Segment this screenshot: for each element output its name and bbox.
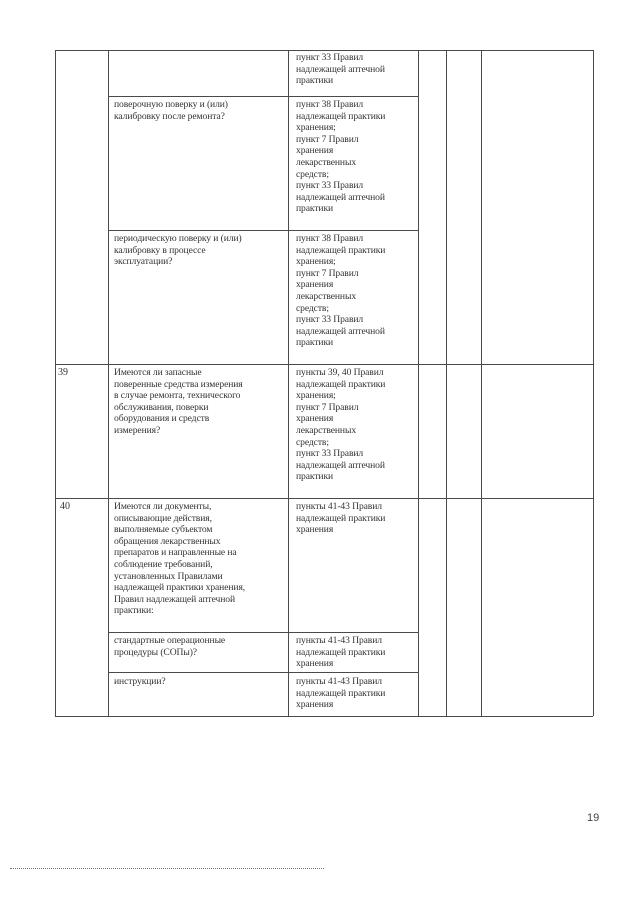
page-number: 19 <box>587 812 600 824</box>
table-rule <box>55 50 56 716</box>
row-question: Имеются ли запасные поверенные средства измерения в случае ремонта, технического обслуживания, поверки оборудования и средств измерения? <box>114 367 243 436</box>
table-rule <box>108 632 418 633</box>
table-rule <box>418 50 419 716</box>
table-rule <box>55 364 593 365</box>
table-rule <box>481 50 482 716</box>
table-rule <box>108 50 109 716</box>
row-reference: пункт 38 Правил надлежащей практики хранения; пункт 7 Правил хранения лекарственных средств; пункт 33 Правил надлежащей аптечной практики <box>296 233 386 349</box>
row-number: 39 <box>58 367 68 378</box>
table-rule <box>593 50 594 716</box>
row-reference: пункты 41-43 Правил надлежащей практики хранения <box>296 635 386 670</box>
row-question: поверочную поверку и (или) калибровку после ремонта? <box>114 99 228 122</box>
table-rule <box>55 498 593 499</box>
table-rule <box>108 96 418 97</box>
row-question: Имеются ли документы, описывающие действия, выполняемые субъектом обращения лекарственных препаратов и направленные на соблюдение требований, установленных Правилами надлежащей практики хранения, Правил надлежащей аптечной практики: <box>114 501 246 617</box>
row-reference: пункты 41-43 Правил надлежащей практики хранения <box>296 501 386 536</box>
footer-divider <box>10 868 324 870</box>
table-rule <box>446 50 447 716</box>
row-reference: пункт 38 Правил надлежащей практики хранения; пункт 7 Правил хранения лекарственных средств; пункт 33 Правил надлежащей аптечной практики <box>296 99 386 215</box>
table-rule <box>108 672 418 673</box>
table-rule <box>55 716 593 717</box>
row-question: периодическую поверку и (или) калибровку в процессе эксплуатации? <box>114 233 242 268</box>
row-question: стандартные операционные процедуры (СОПы)? <box>114 635 226 658</box>
table-rule <box>55 50 593 51</box>
row-reference: пункт 33 Правил надлежащей аптечной практики <box>296 52 385 87</box>
row-question: инструкции? <box>114 676 166 687</box>
table-rule <box>108 230 418 231</box>
row-reference: пункты 39, 40 Правил надлежащей практики хранения; пункт 7 Правил хранения лекарственных средств; пункт 33 Правил надлежащей аптечной практики <box>296 367 386 483</box>
table-rule <box>288 50 289 716</box>
row-number: 40 <box>60 501 70 512</box>
row-reference: пункты 41-43 Правил надлежащей практики хранения <box>296 676 386 711</box>
